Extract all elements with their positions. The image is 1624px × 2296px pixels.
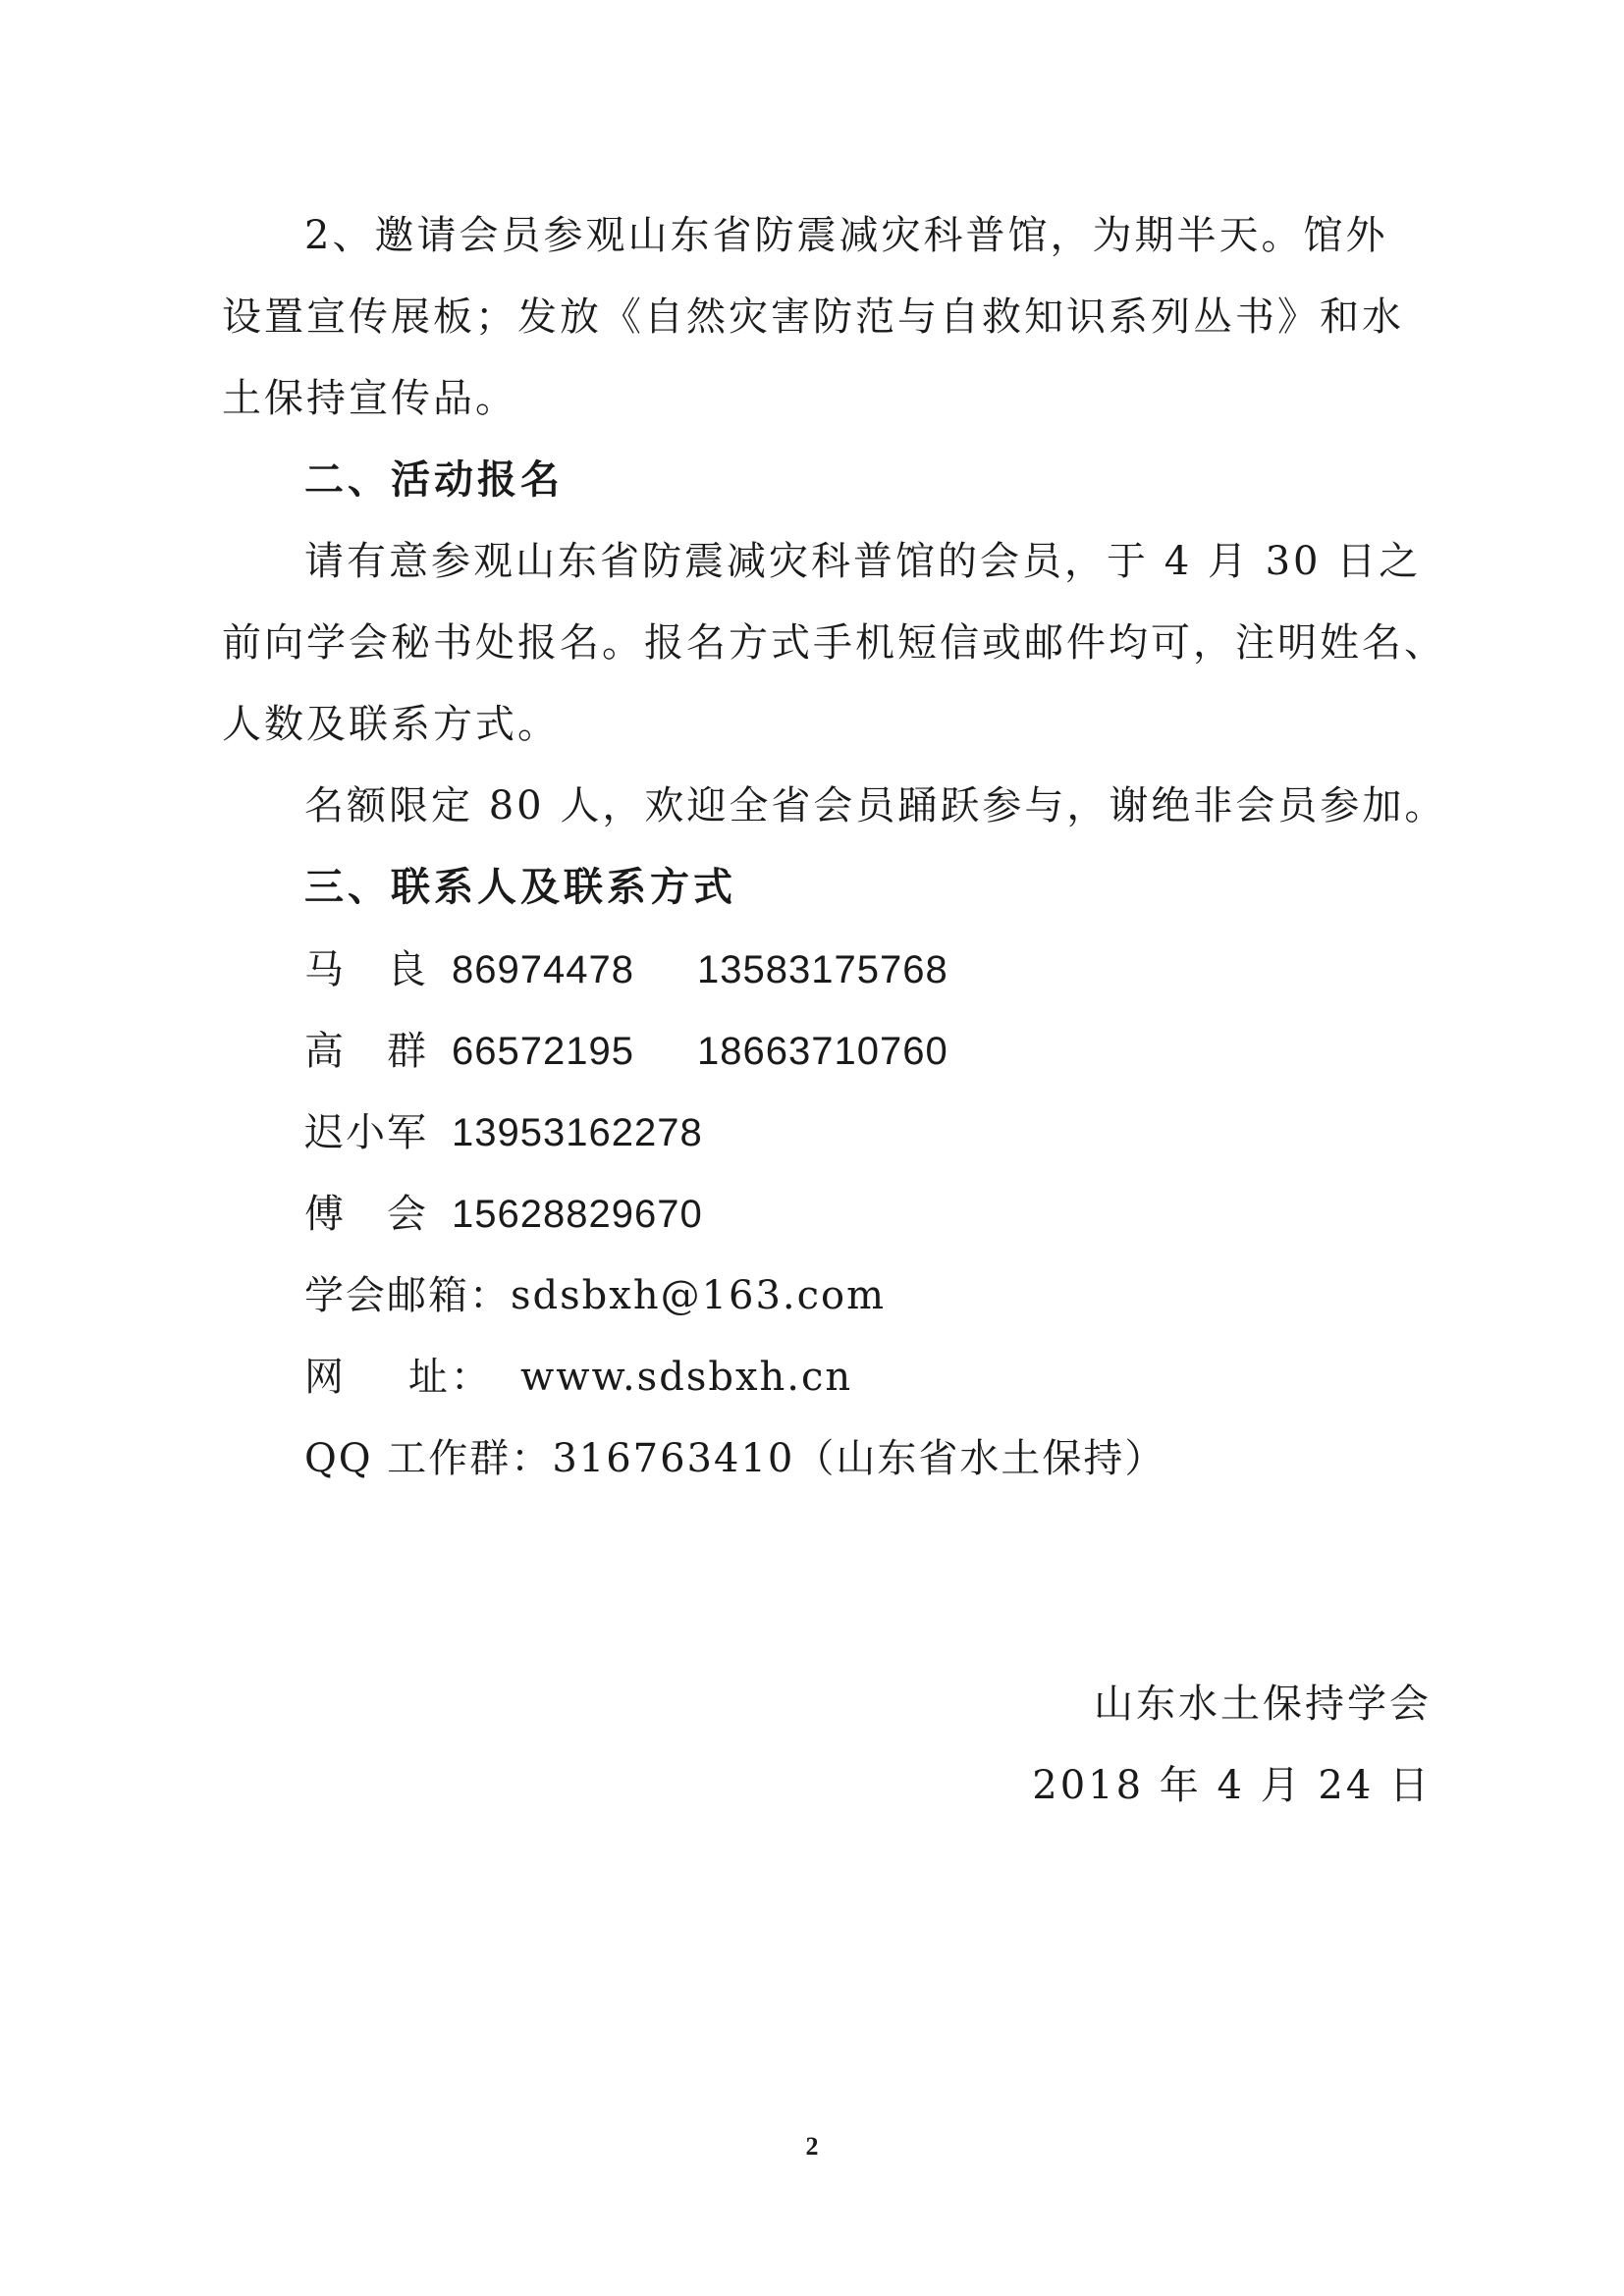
email-row (304, 1268, 886, 1323)
para3: 名额限定 80 人，欢迎全省会员踊跃参与，谢绝非会员参加。 (304, 783, 1447, 828)
contact-name: 高群 (304, 1029, 469, 1074)
contact-phone-mobile: 13583175768 (697, 948, 948, 991)
para1-line1: 2、邀请会员参观山东省防震减灾科普馆，为期半天。馆外 (304, 213, 1388, 258)
signature-date: 2018 年 4 月 24 日 (1032, 1763, 1432, 1808)
website-row (304, 1350, 852, 1405)
contact-row (304, 942, 948, 997)
contact-phone-mobile: 15628829670 (452, 1193, 703, 1236)
contact-row (304, 1105, 703, 1160)
email-value: sdsbxh@163.com (511, 1273, 887, 1318)
qq-row (304, 1431, 1165, 1486)
section3-heading: 三、联系人及联系方式 (304, 865, 736, 910)
contact-name: 马良 (304, 947, 469, 992)
contact-row (304, 1024, 948, 1079)
section2-heading: 二、活动报名 (304, 457, 564, 503)
para2-line2: 前向学会秘书处报名。报名方式手机短信或邮件均可，注明姓名、 (222, 620, 1446, 666)
page-number: 2 (805, 2132, 819, 2161)
website-value: www.sdsbxh.cn (520, 1355, 853, 1400)
para1-line3: 土保持宣传品。 (222, 376, 517, 421)
contact-phone-mobile: 18663710760 (697, 1030, 948, 1073)
contact-phone-landline: 86974478 (452, 948, 634, 991)
para2-line3: 人数及联系方式。 (222, 702, 560, 747)
contact-phone-landline: 66572195 (452, 1030, 634, 1073)
signature-org: 山东水土保持学会 (1094, 1682, 1432, 1727)
para1-line2: 设置宣传展板；发放《自然灾害防范与自救知识系列丛书》和水 (222, 294, 1404, 340)
contact-name: 傅会 (304, 1192, 469, 1237)
qq-value: 316763410（山东省水土保持） (552, 1436, 1166, 1481)
qq-label: QQ 工作群： (304, 1436, 553, 1481)
email-label: 学会邮箱： (304, 1273, 511, 1318)
contact-name: 迟小军 (304, 1110, 428, 1155)
contact-phone-mobile: 13953162278 (452, 1111, 703, 1154)
contact-row (304, 1187, 703, 1242)
para2-line1: 请有意参观山东省防震减灾科普馆的会员，于 4 月 30 日之 (304, 539, 1422, 584)
website-label: 网 址： (304, 1355, 493, 1400)
